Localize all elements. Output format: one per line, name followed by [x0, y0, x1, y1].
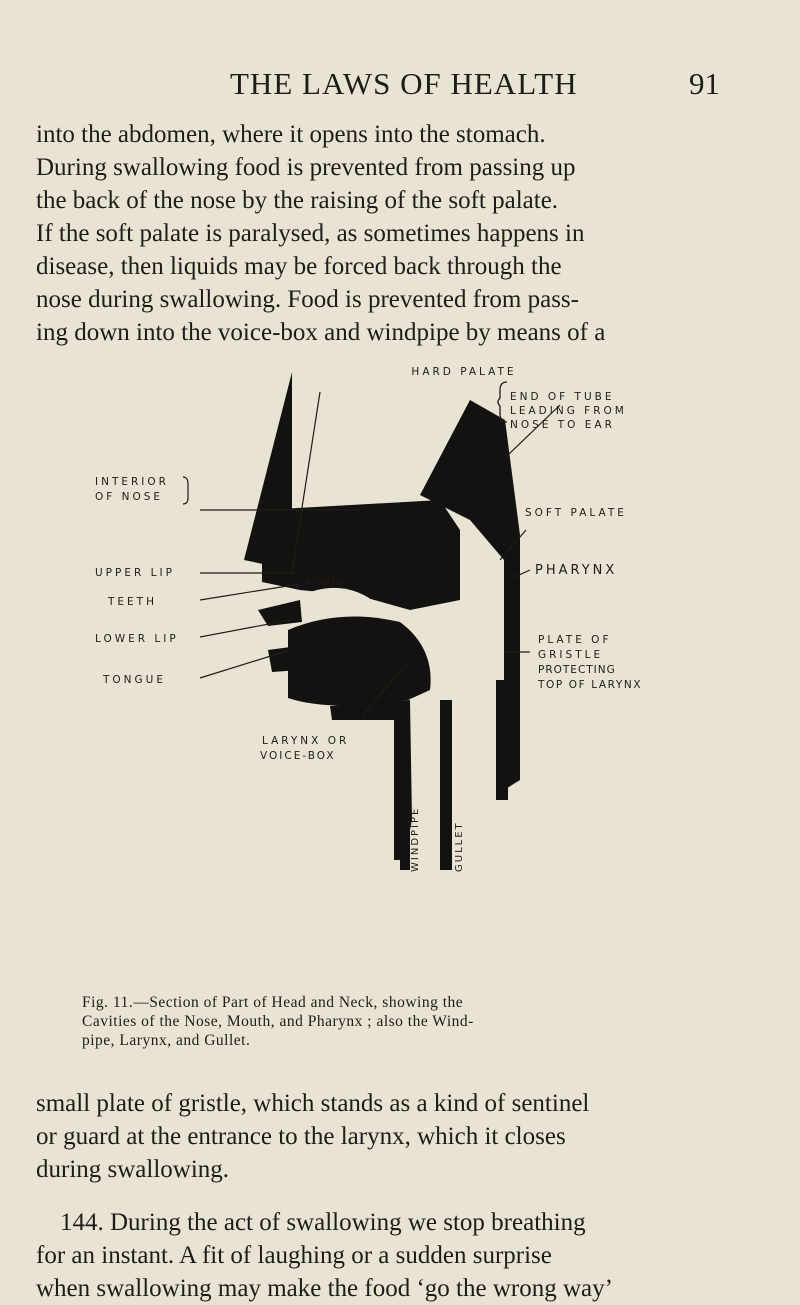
lower-lip-region: [268, 646, 300, 672]
label-tongue: TONGUE: [103, 674, 166, 686]
label-end-of-tube-1: END OF TUBE: [510, 391, 615, 403]
label-soft-palate: SOFT PALATE: [525, 507, 627, 519]
paragraph-2: [36, 1087, 726, 1186]
text-line: when swallowing may make the food ‘go the wrong way’: [36, 1275, 613, 1302]
text-line: the back of the nose by the raising of the soft palate.: [36, 187, 559, 214]
paragraph-1: [36, 118, 726, 349]
label-larynx-1: LARYNX OR: [262, 735, 350, 747]
text-line: 144. During the act of swallowing we stop breathing: [60, 1209, 586, 1236]
text-line: or guard at the entrance to the larynx, which it closes: [36, 1123, 566, 1150]
neck-left: [330, 700, 412, 860]
label-plate-1: PLATE OF: [538, 634, 612, 646]
figure-caption: [82, 993, 742, 1050]
text-line: into the abdomen, where it opens into the stomach.: [36, 121, 546, 148]
caption-line: Fig. 11.—Section of Part of Head and Neck, showing the: [82, 994, 464, 1011]
label-plate-3: PROTECTING: [538, 664, 616, 676]
gullet-bar: [440, 700, 452, 870]
label-mouth: MOUTH: [306, 578, 345, 588]
caption-line: pipe, Larynx, and Gullet.: [82, 1032, 251, 1049]
windpipe-bar: [400, 720, 410, 870]
label-upper-lip: UPPER LIP: [95, 567, 175, 579]
label-gullet: GULLET: [454, 821, 465, 872]
label-plate-4: TOP OF LARYNX: [538, 679, 643, 691]
text-line: for an instant. A fit of laughing or a sudden surprise: [36, 1242, 552, 1269]
text-line: If the soft palate is paralysed, as sometimes happens in: [36, 220, 585, 247]
label-lower-lip: LOWER LIP: [95, 633, 179, 645]
label-interior-of-nose-1: INTERIOR: [95, 476, 169, 488]
text-line: small plate of gristle, which stands as a kind of sentinel: [36, 1090, 590, 1117]
label-plate-2: GRISTLE: [538, 649, 604, 661]
label-larynx-2: VOICE-BOX: [260, 750, 336, 762]
text-line: During swallowing food is prevented from passing up: [36, 154, 576, 181]
label-interior-of-nose-2: OF NOSE: [95, 491, 164, 503]
page-number: 91: [689, 66, 720, 101]
text-line: nose during swallowing. Food is prevented from pass-: [36, 286, 579, 313]
text-line: during swallowing.: [36, 1156, 230, 1183]
label-pharynx: PHARYNX: [535, 563, 618, 578]
label-windpipe: WINDPIPE: [410, 806, 421, 872]
running-title: THE LAWS OF HEALTH: [230, 66, 578, 101]
text-line: disease, then liquids may be forced back through the: [36, 253, 562, 280]
label-end-of-tube-2: LEADING FROM: [510, 405, 627, 417]
caption-line: Cavities of the Nose, Mouth, and Pharynx ; also the Wind-: [82, 1013, 474, 1030]
text-line: ing down into the voice-box and windpipe by means of a: [36, 319, 606, 346]
anatomy-figure: [0, 360, 800, 990]
head-upper-region: [262, 500, 460, 610]
label-end-of-tube-3: NOSE TO EAR: [510, 419, 615, 431]
paragraph-144: [36, 1206, 730, 1305]
label-hard-palate: HARD PALATE: [411, 366, 517, 378]
back-wall-bar: [496, 680, 508, 800]
running-head: [40, 66, 760, 106]
label-teeth: TEETH: [108, 596, 157, 608]
